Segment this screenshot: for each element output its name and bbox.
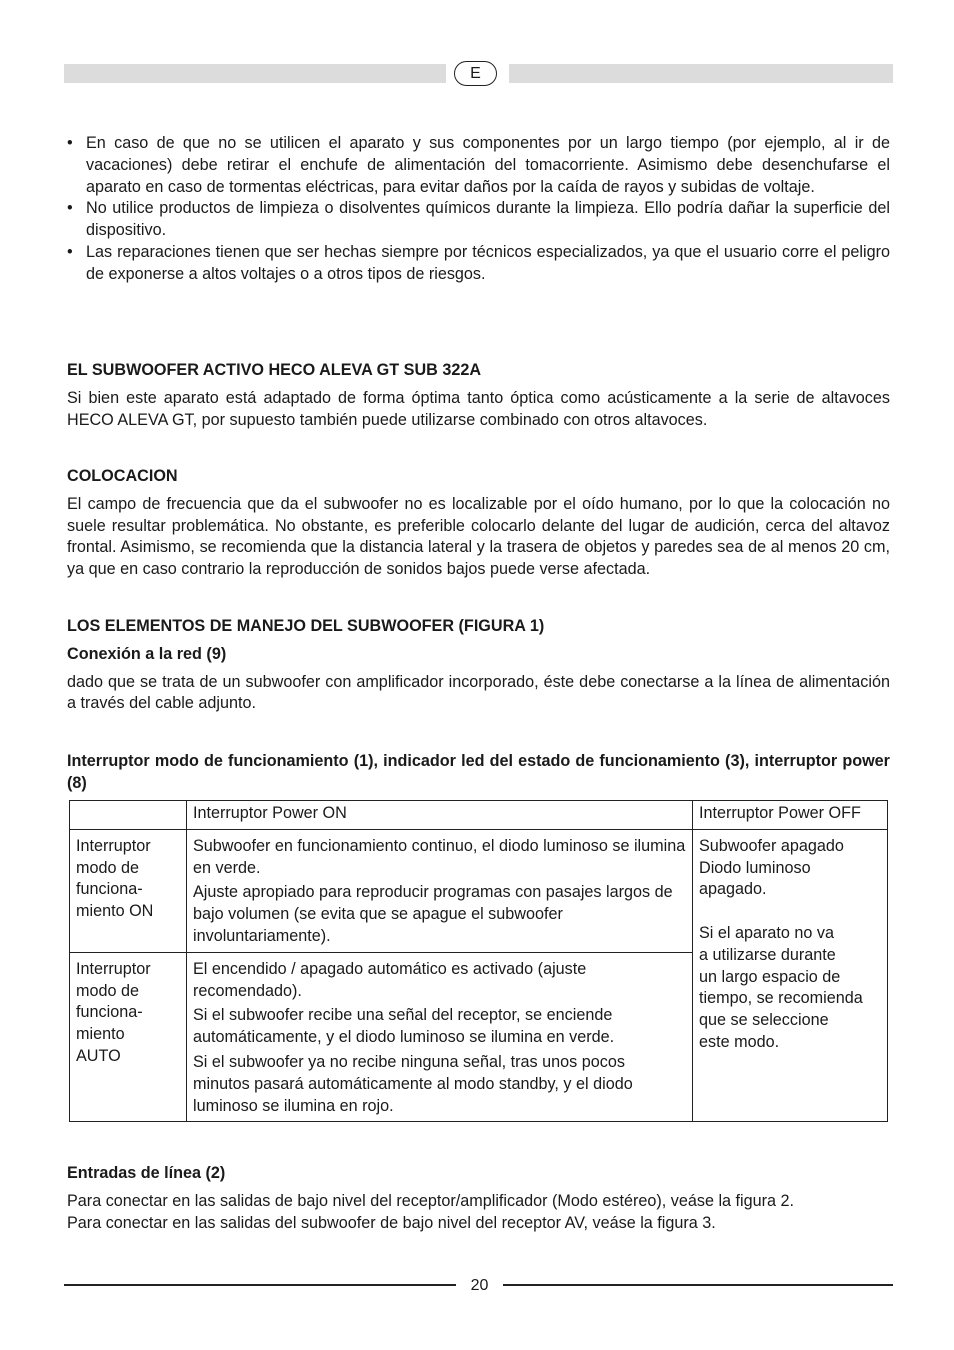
safety-bullet-list [67,133,890,286]
cell-power-off: Subwoofer apagado Diodo luminoso apagado. Si el aparato no va a utilizarse durante un largo espacio de tiempo, se recomienda que se seleccione este modo. [693,829,888,1122]
cell-text: Ajuste apropiado para reproducir programas con pasajes largos de bajo volumen (se evita que se apague el subwoofer involuntariamente). [193,883,673,945]
cell-text: Si el subwoofer ya no recibe ninguna señal, tras unos pocos minutos pasará automáticamente al modo standby, y el diodo luminoso se ilumina en rojo. [193,1052,633,1115]
footer-rule-left [64,1284,456,1286]
header-bar-left [64,64,446,83]
section-heading: Entradas de línea (2) [67,1164,226,1182]
section-subheading: Conexión a la red (9) [67,644,227,663]
section-heading: COLOCACION [67,467,178,485]
cell-text: El encendido / apagado automático es activado (ajuste recomendado). [193,959,587,1000]
row-label-mode-auto: Interruptor modo de funciona- miento AUTO [70,952,187,1122]
operating-mode-table [69,800,888,1122]
section-body: El campo de frecuencia que da el subwoofer no es localizable por el oído humano, por lo que la colocación no suele resultar problemática. No obstante, es preferible colocarlo delante del lugar de audición, cerca del altavoz frontal. Asimismo, se recomienda que la distancia lateral y la trasera de objetos y paredes sea de al menos 20 cm, ya que en caso contrario la reproducción de sonidos bajos puede verse afectada. [67,494,890,579]
table-header-row [70,801,888,830]
bullet-item: • Las reparaciones tienen que ser hechas siempre por técnicos especializados, ya que el usuario corre el peligro de exponerse a altos voltajes o a otros tipos de riesgos. [67,242,890,286]
section-heading: LOS ELEMENTOS DE MANEJO DEL SUBWOOFER (FIGURA 1) [67,617,545,635]
bullet-item: • No utilice productos de limpieza o disolventes químicos durante la limpieza. Ello podría dañar la superficie del dispositivo. [67,198,890,242]
section-interruptor [67,751,890,795]
section-entradas [67,1163,890,1234]
bullet-item: • En caso de que no se utilicen el aparato y sus componentes por un largo tiempo (por ejemplo, al ir de vacaciones) debe retirar el enchufe de alimentación del tomacorriente. Asimismo debe desenchufarse el aparato en caso de tormentas eléctricas, para evitar daños por la caída de rayos y subidas de voltaje. [67,133,890,198]
section-body-line: Para conectar en las salidas de bajo nivel del receptor/amplificador (Modo estéreo), veáse la figura 2. [67,1191,795,1210]
header-power-off: Interruptor Power OFF [693,801,888,830]
section-body: Si bien este aparato está adaptado de forma óptima tanto óptica como acústicamente a la serie de altavoces HECO ALEVA GT, por supuesto también puede utilizarse combinado con otros altavoces. [67,388,890,429]
section-elementos [67,616,890,715]
section-heading: EL SUBWOOFER ACTIVO HECO ALEVA GT SUB 322A [67,361,482,379]
footer-rule-right [503,1284,893,1286]
language-badge: E [454,61,497,86]
cell-mode-on-power-on [187,829,693,952]
section-subwoofer [67,360,890,431]
cell-mode-auto-power-on [187,952,693,1122]
table-corner-cell [70,801,187,830]
section-heading: Interruptor modo de funcionamiento (1), indicador led del estado de funcionamiento (3), interruptor power (8) [67,752,890,792]
section-colocacion [67,466,890,581]
page-number: 20 [470,1277,489,1294]
section-body: dado que se trata de un subwoofer con amplificador incorporado, éste debe conectarse a la línea de alimentación a través del cable adjunto. [67,672,890,713]
header-bar-right [509,64,893,83]
cell-text: Si el subwoofer recibe una señal del receptor, se enciende automáticamente, y el diodo luminoso se ilumina en verde. [193,1006,615,1047]
row-label-mode-on: Interruptor modo de funciona- miento ON [70,829,187,952]
header-power-on: Interruptor Power ON [187,801,693,830]
section-body-line: Para conectar en las salidas del subwoofer de bajo nivel del receptor AV, veáse la figura 3. [67,1213,716,1232]
table-row [70,829,888,952]
cell-text: Subwoofer en funcionamiento continuo, el diodo luminoso se ilumina en verde. [193,836,686,877]
